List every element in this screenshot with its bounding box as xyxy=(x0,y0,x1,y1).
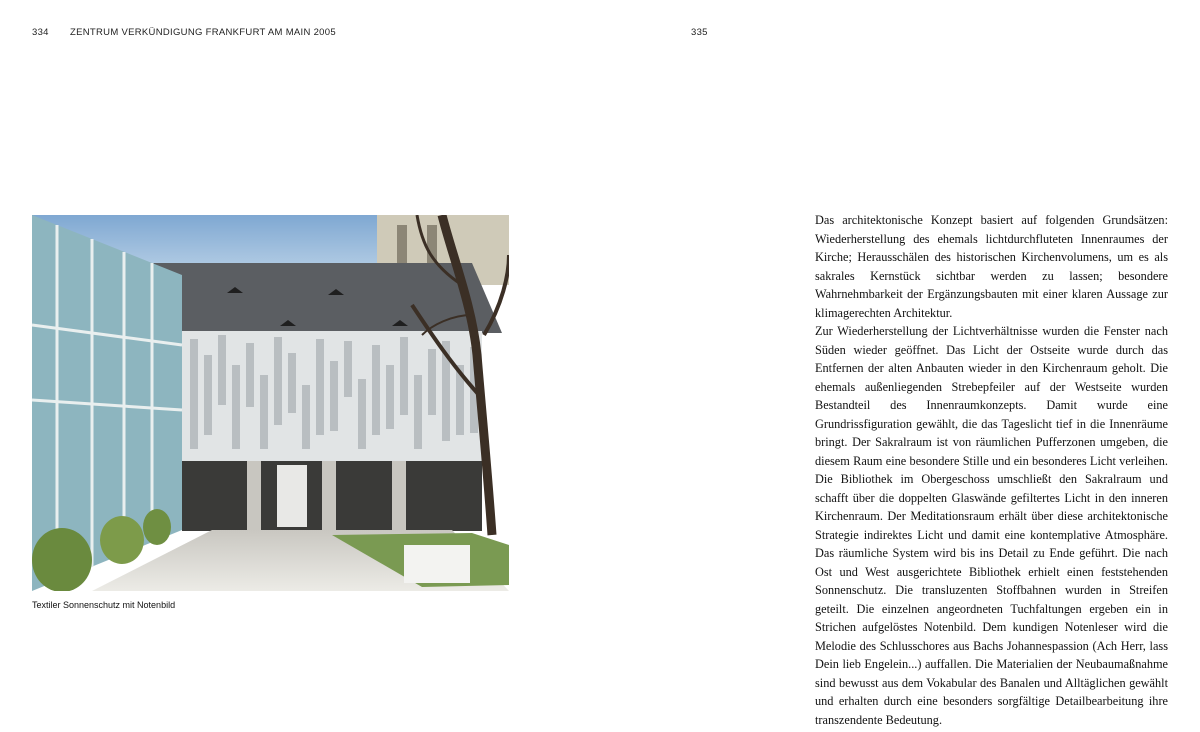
building-photo xyxy=(32,215,509,591)
left-page-number: 334 xyxy=(32,27,49,38)
body-text xyxy=(815,211,1168,729)
photo-caption: Textiler Sonnenschutz mit Notenbild xyxy=(32,600,176,610)
paragraph-intro: Das architektonische Konzept basiert auf folgenden Grundsätzen: Wiederherstellung des ehemals lichtdurchfluteten Innenraumes der Kirche; Herausschälen des historischen Kirchenvolumens, um es als sakrales Kernstück sichtbar werden zu lassen; besondere Wahrnehmbarkeit der Ergänzungsbauten mit einer klaren Aussage zur klimagerechten Architektur. xyxy=(815,213,1168,320)
running-header-title: ZENTRUM VERKÜNDIGUNG FRANKFURT AM MAIN 2005 xyxy=(70,27,336,38)
paragraph-main: Zur Wiederherstellung der Lichtverhältnisse wurden die Fenster nach Süden wieder geöffnet. Das Licht der Ostseite wurde durch das Entfernen der alten Anbauten wieder in den Kirchenraum geholt. Die ehemals außenliegenden Strebepfeiler auf der Westseite wurden Bestandteil des Innenraumkonzepts. Damit wurde eine Grundrissfiguration gewählt, die das Tageslicht tief in die Innenräume bringt. Der Sakralraum ist von räumlichen Pufferzonen umgeben, die diesem Raum eine besondere Stille und ein besonderes Licht verleihen. Die Bibliothek im Obergeschoss umschließt den Sakralraum und schafft über die doppelten Glaswände gefiltertes Licht in den inneren Kirchenraum. Der Meditationsraum erhält über diese architektonische Strategie indirektes Licht und damit eine kontemplative Atmosphäre. Das räumliche System wird bis ins Detail zu Ende geführt. Die nach Ost und West ausgerichtete Bibliothek erhielt einen feststehenden Sonnenschutz. Die transluzenten Stoffbahnen wurden in Streifen geteilt. Die einzelnen angeordneten Tuchfaltungen ergeben ein in Strichen aufgelöstes Notenbild. Dem kundigen Notenleser wird die Melodie des Schlusschores aus Bachs Johannespassion (Ach Herr, lass Dein lieb Engelein...) auffallen. Die Materialien der Neubaumaßnahme sind bewusst aus dem Vokabular des Banalen und Alltäglichen gewählt und erhalten durch eine besonders sorgfältige Detailbearbeitung ihre transzendente Bedeutung. xyxy=(815,324,1168,727)
right-page-number: 335 xyxy=(691,27,708,38)
